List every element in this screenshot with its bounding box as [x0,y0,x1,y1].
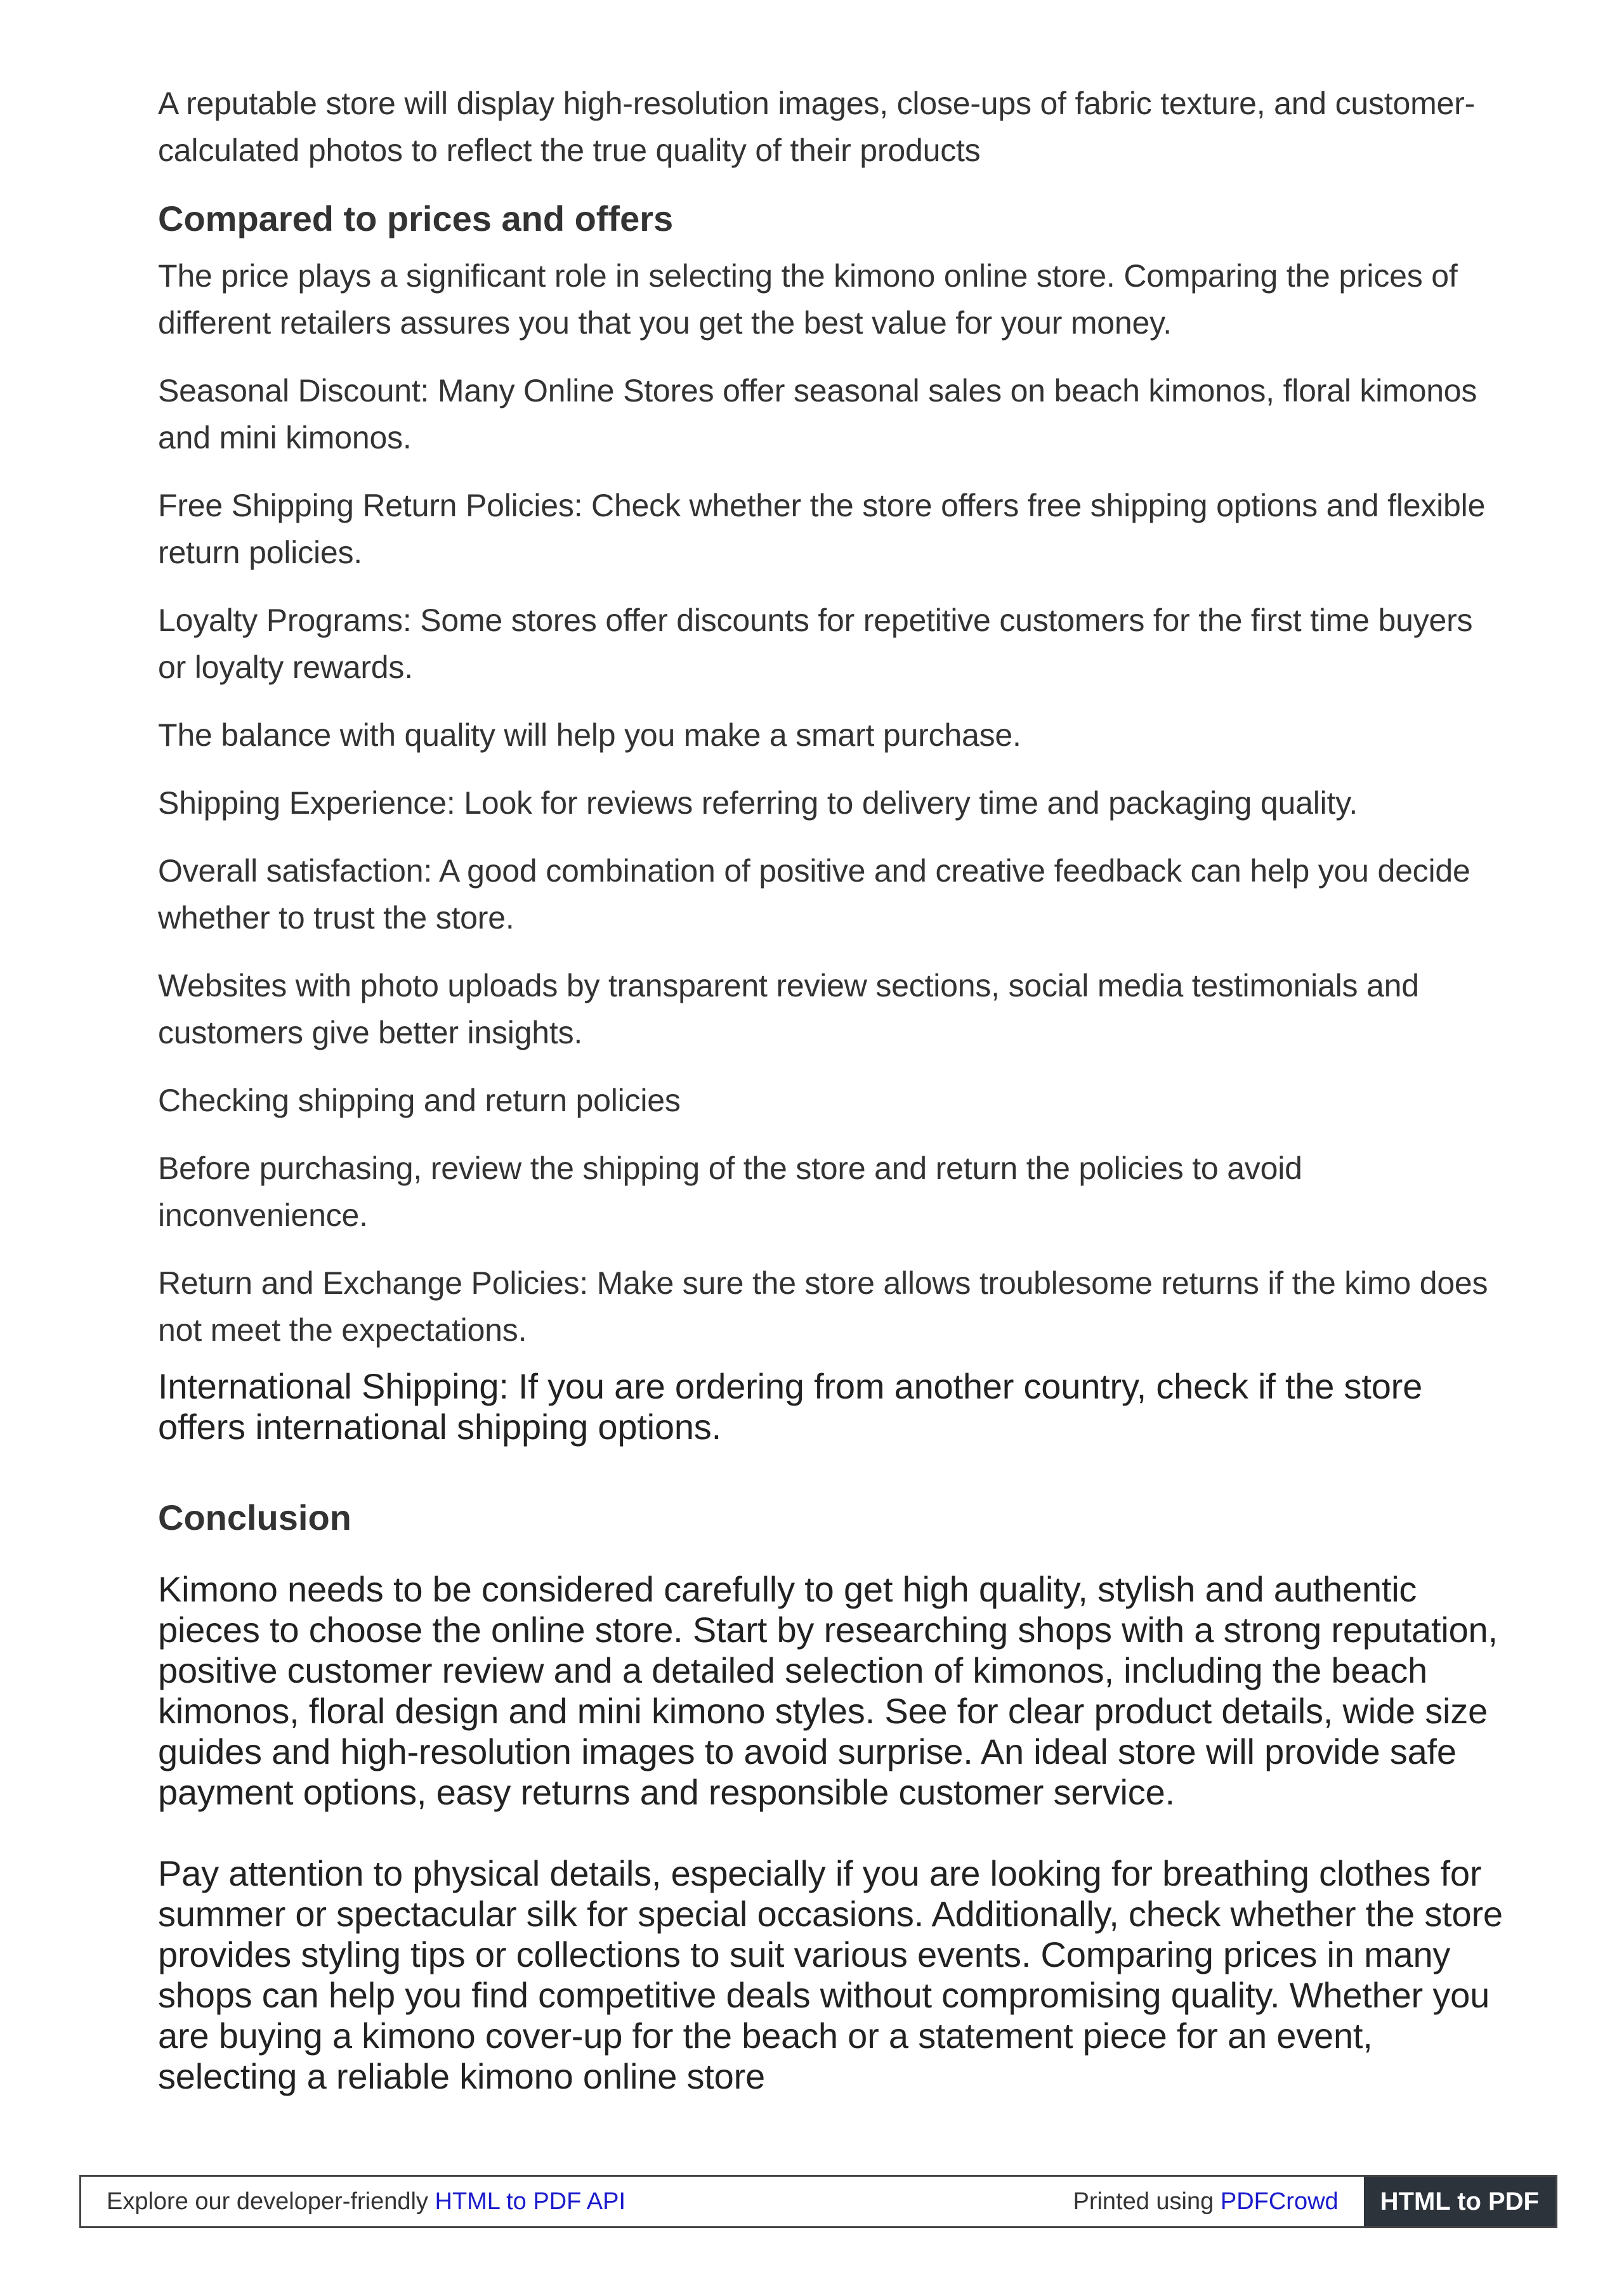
paragraph: Free Shipping Return Policies: Check whether the store offers free shipping options and flexible return policies. [158,488,1486,570]
paragraph: The price plays a significant role in selecting the kimono online store. Comparing the prices of different retailers assures you that you get the best value for your money. [158,258,1458,341]
article-body [158,80,1503,2097]
paragraph: Pay attention to physical details, especially if you are looking for breathing clothes for summer or spectacular silk for special occasions. Additionally, check whether the store provides styling tips or collections to suit various events. Comparing prices in many shops can help you find competitive deals without compromising quality. Whether you are buying a kimono cover-up for the beach or a statement piece for an event, selecting a reliable kimono online store [158,1853,1503,2096]
paragraph: Before purchasing, review the shipping of the store and return the policies to avoid inconvenience. [158,1151,1302,1233]
paragraph-international: International Shipping: If you are ordering from another country, check if the store offers international shipping options. [158,1366,1423,1447]
pdf-footer [79,2175,1557,2228]
html-to-pdf-api-link[interactable]: HTML to PDF API [435,2188,626,2215]
paragraph: Loyalty Programs: Some stores offer discounts for repetitive customers for the first time buyers or loyalty rewards. [158,603,1473,685]
paragraph: Seasonal Discount: Many Online Stores offer seasonal sales on beach kimonos, floral kimonos and mini kimonos. [158,373,1477,455]
footer-explore-text: Explore our developer-friendly [107,2188,435,2215]
paragraph: Return and Exchange Policies: Make sure the store allows troublesome returns if the kimo does not meet the expectations. [158,1265,1488,1348]
pdfcrowd-link[interactable]: PDFCrowd [1220,2188,1339,2215]
paragraph: The balance with quality will help you make a smart purchase. [158,717,1021,753]
html-to-pdf-badge[interactable]: HTML to PDF [1364,2177,1555,2226]
paragraph: Overall satisfaction: A good combination of positive and creative feedback can help you decide whether to trust the store. [158,853,1470,936]
heading-conclusion: Conclusion [158,1497,351,1537]
footer-explore [81,2188,1073,2215]
paragraph: A reputable store will display high-resolution images, close-ups of fabric texture, and customer-calculated photos to reflect the true quality of their products [158,86,1476,168]
paragraph: Kimono needs to be considered carefully to get high quality, stylish and authentic pieces to choose the online store. Start by researching shops with a strong reputation, positive customer review and a detailed selection of kimonos, including the beach kimonos, floral design and mini kimono styles. See for clear product details, wide size guides and high-resolution images to avoid surprise. An ideal store will provide safe payment options, easy returns and responsible customer service. [158,1569,1498,1812]
footer-printed [1073,2188,1363,2215]
paragraph: Shipping Experience: Look for reviews referring to delivery time and packaging quality. [158,785,1358,821]
paragraph: Checking shipping and return policies [158,1083,681,1118]
paragraph: Websites with photo uploads by transparent review sections, social media testimonials and customers give better insights. [158,968,1419,1050]
heading-prices: Compared to prices and offers [158,199,674,238]
footer-printed-text: Printed using [1073,2188,1221,2215]
